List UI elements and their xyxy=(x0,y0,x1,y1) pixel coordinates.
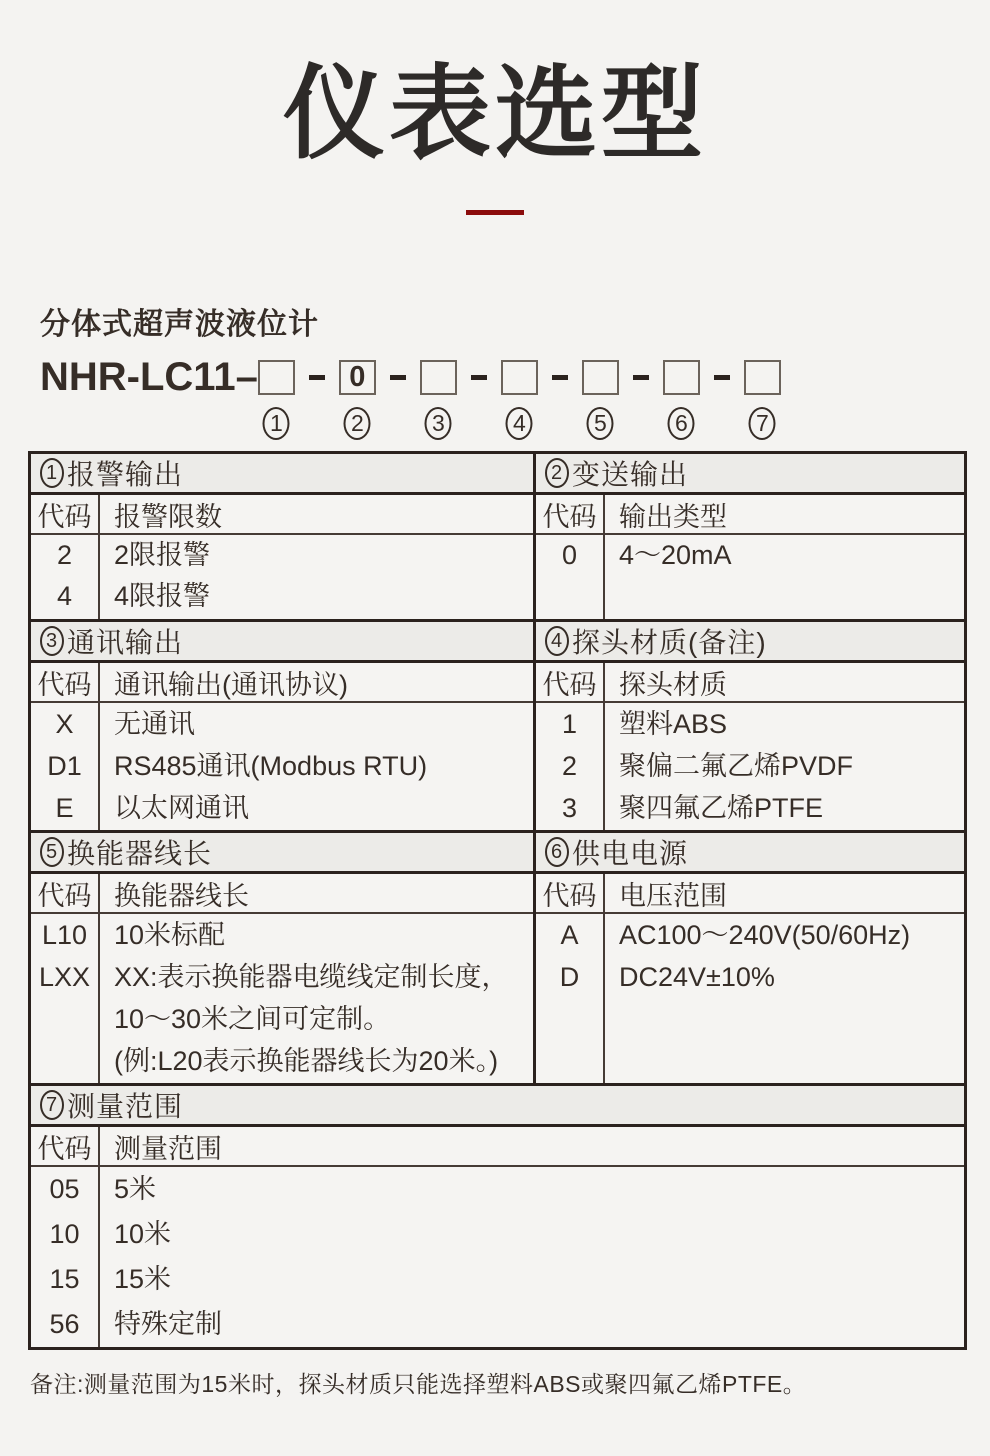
desc-column-header: 电压范围 xyxy=(619,880,727,911)
code-cell: LXX xyxy=(38,962,91,993)
code-cell: 15 xyxy=(49,1264,80,1295)
page-title: 仪表选型 xyxy=(283,57,707,171)
model-dash xyxy=(376,375,420,380)
model-slot-box-7 xyxy=(744,360,781,436)
section-title xyxy=(536,622,964,663)
section-alarm-output xyxy=(31,454,536,619)
model-dash xyxy=(700,375,744,380)
desc-cell: 15米 xyxy=(114,1264,172,1295)
desc-cell: 聚四氟乙烯PTFE xyxy=(619,793,824,824)
section-title xyxy=(31,622,533,663)
slot-index-circle-5: 5 xyxy=(587,407,614,440)
code-column-header: 代码 xyxy=(31,874,100,912)
model-slot-box-3 xyxy=(420,360,457,436)
slot-index-circle-1: 1 xyxy=(263,407,290,440)
section-title-label: 测量范围 xyxy=(67,1091,184,1123)
code-cell: 0 xyxy=(561,540,578,571)
section-body xyxy=(31,703,533,830)
circled-number-icon: 3 xyxy=(40,626,64,656)
code-cell: 2 xyxy=(561,751,578,782)
section-header-row xyxy=(536,663,964,703)
section-title-label: 供电电源 xyxy=(572,838,689,870)
section-body xyxy=(536,535,964,619)
section-title xyxy=(31,454,533,495)
code-cell: D1 xyxy=(47,751,82,782)
section-power-supply xyxy=(536,833,964,1083)
slot-index-circle-6: 6 xyxy=(668,407,695,440)
desc-column-header: 换能器线长 xyxy=(114,880,249,911)
title-underline-accent xyxy=(466,210,524,215)
section-title-label: 报警输出 xyxy=(67,459,184,491)
desc-cell: 特殊定制 xyxy=(114,1309,222,1340)
section-header-row xyxy=(31,663,533,703)
section-title xyxy=(536,454,964,495)
section-communication-output xyxy=(31,622,536,830)
product-subtitle: 分体式超声波液位计 xyxy=(40,308,319,342)
section-title-label: 通讯输出 xyxy=(67,627,184,659)
section-body xyxy=(31,1167,964,1347)
model-slot-box-2 xyxy=(339,360,376,436)
section-measuring-range xyxy=(31,1086,964,1347)
code-cell: 05 xyxy=(49,1174,80,1205)
slot-index-circle-7: 7 xyxy=(749,407,776,440)
code-column-header: 代码 xyxy=(31,495,100,533)
code-column-header: 代码 xyxy=(536,874,605,912)
section-title xyxy=(536,833,964,874)
table-band-1 xyxy=(31,454,964,622)
model-dash xyxy=(457,375,501,380)
footer-note: 备注:测量范围为15米时，探头材质只能选择塑料ABS或聚四氟乙烯PTFE。 xyxy=(30,1371,807,1398)
desc-cell: 4限报警 xyxy=(114,581,211,612)
section-header-row xyxy=(536,874,964,914)
code-cell: E xyxy=(55,793,74,824)
desc-cell: 塑料ABS xyxy=(619,709,728,740)
code-cell: 3 xyxy=(561,793,578,824)
section-transducer-cable-length xyxy=(31,833,536,1083)
model-slot-box-6 xyxy=(663,360,700,436)
section-title-label: 换能器线长 xyxy=(67,838,213,870)
desc-cell: 无通讯 xyxy=(114,709,195,740)
section-body xyxy=(31,535,533,619)
section-title xyxy=(31,833,533,874)
desc-cell: 聚偏二氟乙烯PVDF xyxy=(619,751,854,782)
code-column-header: 代码 xyxy=(536,663,605,701)
model-dash xyxy=(619,375,663,380)
section-body xyxy=(536,703,964,830)
model-slot-box-5 xyxy=(582,360,619,436)
desc-column-header: 通讯输出(通讯协议) xyxy=(114,669,348,700)
section-probe-material xyxy=(536,622,964,830)
desc-cell: 10米标配 xyxy=(114,920,226,951)
slot-index-circle-3: 3 xyxy=(425,407,452,440)
model-slot-value: 0 xyxy=(349,360,366,393)
code-cell: D xyxy=(559,962,580,993)
circled-number-icon: 5 xyxy=(40,837,64,867)
section-header-row xyxy=(31,1127,964,1167)
desc-column-header: 输出类型 xyxy=(619,501,727,532)
slot-index-circle-4: 4 xyxy=(506,407,533,440)
code-cell: 1 xyxy=(561,709,578,740)
circled-number-icon: 1 xyxy=(40,458,64,488)
code-column-header: 代码 xyxy=(536,495,605,533)
desc-cell: AC100～240V(50/60Hz) xyxy=(619,920,911,951)
section-title xyxy=(31,1086,964,1127)
section-body xyxy=(536,914,964,1083)
desc-cell: 4～20mA xyxy=(619,540,732,571)
code-column-header: 代码 xyxy=(31,663,100,701)
circled-number-icon: 2 xyxy=(545,458,569,488)
desc-cell: RS485通讯(Modbus RTU) xyxy=(114,751,428,782)
code-cell: X xyxy=(55,709,74,740)
code-cell: 4 xyxy=(56,581,73,612)
circled-number-icon: 7 xyxy=(40,1090,64,1120)
selector-table xyxy=(28,451,967,1350)
section-title-label: 变送输出 xyxy=(572,459,689,491)
desc-cell: XX:表示换能器电缆线定制长度， xyxy=(114,962,509,993)
code-cell: 10 xyxy=(49,1219,80,1250)
model-slot-box-1 xyxy=(258,360,295,436)
table-band-3 xyxy=(31,833,964,1086)
model-dash xyxy=(295,375,339,380)
desc-cell: DC24V±10% xyxy=(619,962,775,993)
desc-column-header: 探头材质 xyxy=(619,669,727,700)
code-column-header: 代码 xyxy=(31,1127,100,1165)
model-dash xyxy=(538,375,582,380)
desc-column-header: 报警限数 xyxy=(114,501,222,532)
model-code-row xyxy=(40,355,990,436)
desc-cell: 5米 xyxy=(114,1174,157,1205)
code-cell: L10 xyxy=(41,920,88,951)
section-transmit-output xyxy=(536,454,964,619)
section-title-label: 探头材质(备注) xyxy=(572,627,767,659)
section-header-row xyxy=(31,495,533,535)
section-body xyxy=(31,914,533,1083)
desc-column-header: 测量范围 xyxy=(114,1133,222,1164)
code-cell: 2 xyxy=(56,540,73,571)
section-header-row xyxy=(536,495,964,535)
code-cell: 56 xyxy=(49,1309,80,1340)
model-slot-box-4 xyxy=(501,360,538,436)
slot-index-circle-2: 2 xyxy=(344,407,371,440)
section-header-row xyxy=(31,874,533,914)
circled-number-icon: 6 xyxy=(545,837,569,867)
code-cell: A xyxy=(560,920,579,951)
table-band-4 xyxy=(31,1086,964,1347)
desc-cell: (例:L20表示换能器线长为20米。) xyxy=(114,1046,499,1077)
desc-cell: 以太网通讯 xyxy=(114,793,249,824)
model-prefix: NHR-LC11– xyxy=(40,355,258,400)
table-band-2 xyxy=(31,622,964,833)
desc-cell: 10米 xyxy=(114,1219,172,1250)
circled-number-icon: 4 xyxy=(545,626,569,656)
desc-cell: 10～30米之间可定制。 xyxy=(114,1004,391,1035)
desc-cell: 2限报警 xyxy=(114,540,211,571)
